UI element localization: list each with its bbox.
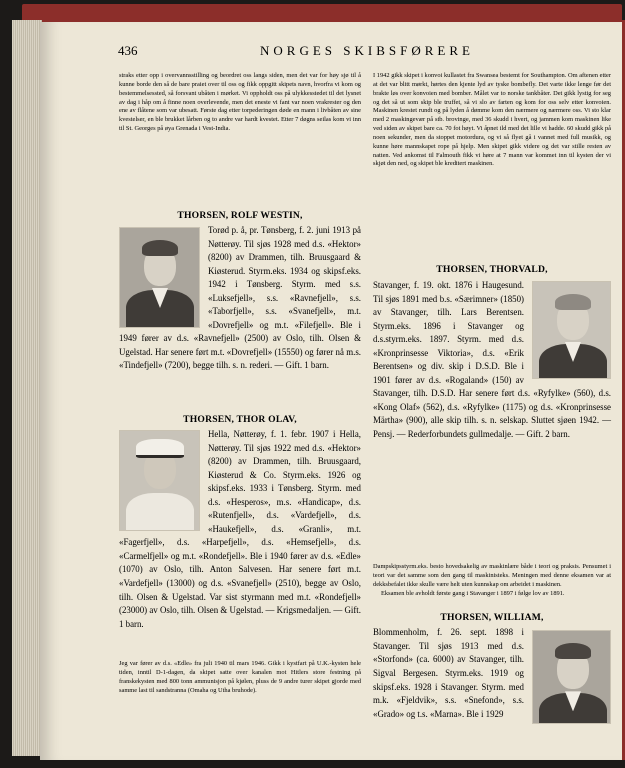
entry-text-thorvald: Stavanger, f. 19. okt. 1876 i Haugesund. Til sjøs 1891 med b.s. «Særimner» (1850) av Stavanger, tilh. Lars Berentsen. Styrm.eks. 1896 i Stavanger og d.s.styrm.eks. 1897. Styrm. med d.s. «Kronprinsesse Viktoria», d.s. «Erik Berentsen» og div. skip i D.S.D. Ble i 1901 fører av d.s. «Rogaland» (150) av Stavanger, tilh. D.S.D. Har senere ført d.s. «Ryfylke» (560), d.s. «Kong Olaf» (562), d.s. «Ryfylke» (1175) og d.s. «Kronprinsesse Märtha» (900), alle skip tilh. s. n. selskap. Sluttet sjøen 1942. — Pensj. — Rederforbundets gullmedalje. — Gift. 2 barn.	[373, 280, 611, 440]
running-title: NORGES SKIBSFØRERE	[260, 43, 474, 58]
left-intro-text: straks etter opp i overvannsstilling og beordret oss langs siden, men det var for høy sjø til å kunne borde den så de bare praiet over til oss og fikk oppgitt skipets navn, hvorfra vi kom og bestemmelsessted, så forsvant ubåten i mørket. Vi oppholdt oss på ulykkesstedet til det lysnet av dag i håp om å finne noen overlevende, men det eneste vi fant var noen vrakrester og den ene av flåtene som var ubesatt. Første dag etter torpederingen døde en mann i livbåten av sine kvestelser, en ble brukket lårben og to andre var hardt kvestet. Etter 7 døgns seilas kom vi inn til St. Georges på øya Grenada i Vest-India.	[119, 72, 361, 133]
entry-thorvald	[373, 279, 611, 563]
entry-text-thor-olav: Hella, Nøtterøy, f. 1. febr. 1907 i Hella, Nøtterøy. Til sjøs 1922 med d.s. «Hektor» (8200) av Drammen, tilh. Bruusgaard, Kiøsterud & Co. Styrm.eks. 1926 og skipsf.eks. 1933 i Tønsberg. Styrm. med d.s. «Hesperos», m.s. «Handicap», d.s. «Rutenfjell», d.s. «Vardefjell», d.s. «Haukefjell», d.s. «Granli», m.t. «Fagerfjell», d.s. «Harpefjell», d.s. «Hemsefjell», d.s. «Carmelfjell» og m.t. «Rondefjell». Ble i 1940 fører av d.s. «Edle» (1070) av Oslo, tilh. Anton Salvesen. Har senere ført m.t. «Vardefjell» (13000) og d.s. «Svanefjell» (2510), begge av Oslo, tilh. Olsen & Ugelstad. Var sist styrmann med m.t. «Rondefjell» (23000) av Oslo, tilh. Olsen & Ugelstad. — Krigsmedaljen. — Gift. 1 barn.	[119, 429, 361, 629]
entry-title-rolf-westin: THORSEN, ROLF WESTIN,	[177, 210, 303, 221]
entry-note-thor-olav: Jeg var fører av d.s. «Edle» fra juli 1940 til mars 1946. Gikk i kystfart på U.K.-kysten hele tiden, inntil D-1-dagen, da skipet satte over kanalen mot Hitlers store festning på franskekysten med 800 tonn ammunisjon på kjølen, pluss de 9 andre turer skipet gjorde med samme last til sandstranna (Omaha og Utha bruhode).	[119, 660, 361, 694]
entry-text-rolf-westin: Torød p. å, pr. Tønsberg, f. 2. juni 1913 på Nøtterøy. Til sjøs 1928 med d.s. «Hektor» (8200) av Drammen, tilh. Bruusgaard & Kiøsterud. Styrm.eks. 1934 og skipsf.eks. 1942 i Tønsberg. Styrm. med s.s. «Luksefjell», s.s. «Ravnefjell», s.s. «Taborfjell», s.s. «Svanefjell», m.t. «Dovrefjell» og m.t. «Filefjell». Ble i 1949 fører av d.s. «Ravnefjell» (2500) av Oslo, tilh. Olsen & Ugelstad. Har senere ført m.t. «Dovrefjell» (15550) og fører nå m.s. «Tindefjell» (7200), begge tilh. s. n. rederi. — Gift. 1 barn.	[119, 225, 361, 371]
portrait-photo	[119, 227, 200, 328]
entry-rolf-westin	[119, 224, 361, 414]
entry-thor-olav	[119, 428, 361, 660]
entry-william	[373, 626, 611, 721]
entry-note2-thorvald: Eksamen ble avholdt første gang i Stavanger i 1897 i følge lov av 1891.	[381, 589, 565, 597]
portrait-photo	[119, 430, 200, 531]
left-column	[119, 72, 361, 695]
portrait-photo	[532, 630, 611, 724]
entry-title-william: THORSEN, WILLIAM,	[440, 612, 544, 624]
entry-text-william: Blommenholm, f. 26. sept. 1898 i Stavanger. Til sjøs 1913 med d.s. «Storfond» (ca. 6000) av Stavanger, tilh. Sigval Bergesen. Styrm.eks. 1919 og skipsf.eks. 1928 i Stavanger. Styrm. med m.k. «Fjeldvik», s.s. «Snefond», s.s. «Grado» og t.s. «Marna». Ble i 1929	[373, 627, 524, 719]
page-stack-edge	[12, 20, 42, 756]
entry-note-thorvald: Dampskipsstyrm.eks. besto hovedsakelig av maskinlære både i teori og praksis. Pensumet i teori var det samme som den gang til maskinisteks. Meningen med denne eksamen var at dekksbefalet ikke skulle være helt uten kunnskap om arbeidet i maskinen.	[373, 563, 611, 588]
right-column	[373, 72, 611, 726]
right-intro-text: I 1942 gikk skipet i konvoi kullastet fra Swansea bestemt for Southampton. Om aftenen etter at det var blitt mørkt, hørtes den kjente lyd av tyske bombefly. Det varte ikke lenge før det brakte løs over konvoien med bomber. Målet var to norske tankbåter. Det gikk lystig for seg og det så ut som skip ble truffet, så vi slo av farten og kom for oss selv etter konvoien. Maskinen krestet rundt og på lyden å dømme kom den nærmere og nærmere oss. Vi sto klar med 2 maskingevær på stb. brovinge, med 36 skudd i hvert, og jammen kom maskinen like ved siden av skipet bare ca. 70 fot høyt. Vi åpnet ild med det lille vi hadde. 60 skudd gikk på noen sekunder, men da stoppet motordura, og vi så flyet gå i vannet med full musikk, og kunne høre mannskapet rope på hjelp. Men skipet gikk videre og det var stille resten av natten. Ved ankomst til Falmouth fikk vi høre at 7 mann var kommet inn til kysten der vi skjøt den ned, og skipet ble kreditert maskinen.	[373, 72, 611, 168]
page-number: 436	[118, 43, 138, 58]
entry-title-thorvald: THORSEN, THORVALD,	[436, 264, 548, 275]
book-cover-edge	[22, 4, 622, 22]
entry-title-thor-olav: THORSEN, THOR OLAV,	[183, 414, 297, 425]
portrait-photo	[532, 281, 611, 379]
